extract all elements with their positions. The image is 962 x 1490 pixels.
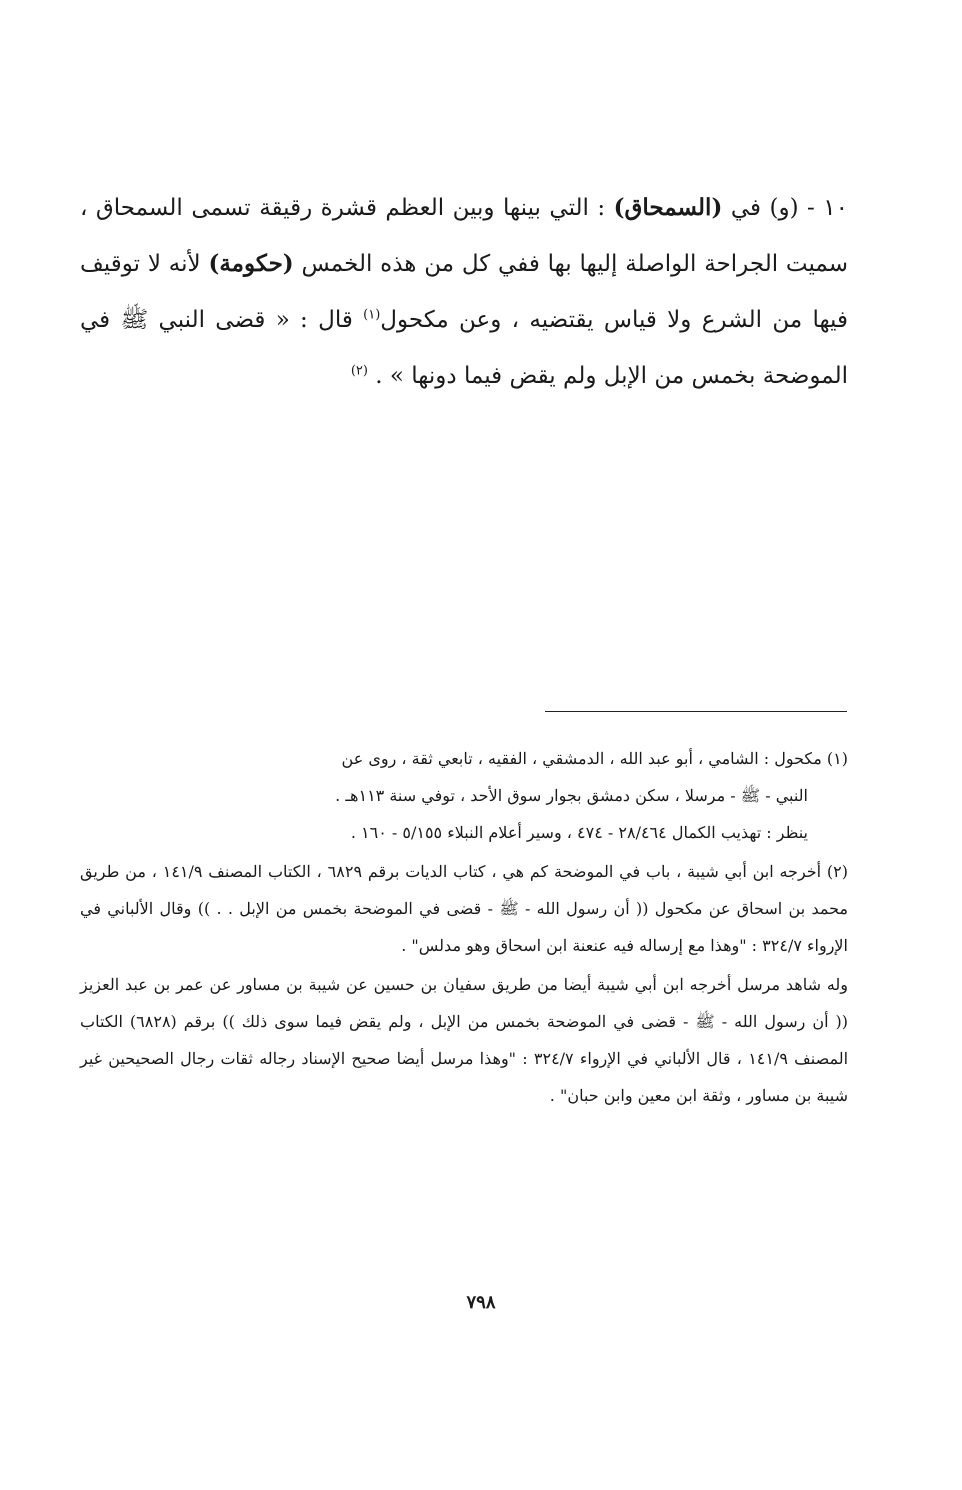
footnote-1-reference: ينظر : تهذيب الكمال ٢٨/٤٦٤ - ٤٧٤ ، وسير أعلام النبلاء ٥/١٥٥ - ١٦٠ . xyxy=(350,823,808,842)
footnote-1-line: (١) مكحول : الشامي ، أبو عبد الله ، الدمشقي ، الفقيه ، تابعي ثقة ، روى عن xyxy=(341,749,848,768)
footnote-2: (٢) أخرجه ابن أبي شيبة ، باب في الموضحة كم هي ، كتاب الديات برقم ٦٨٢٩ ، الكتاب المصنف ١٤١/٩ ، من طريق محمد بن اسحاق عن مكحول (( أن رسول الله - ﷺ - قضى في الموضحة بخمس من الإبل . . )) وقال الألباني في الإرواء ٣٢٤/٧ : "وهذا مع إرساله فيه عنعنة ابن اسحاق وهو مدلس" . xyxy=(80,862,849,955)
footnote-marker-1[interactable]: (١) xyxy=(363,307,381,323)
main-text-block xyxy=(80,180,848,404)
footnotes-block xyxy=(80,740,848,1114)
footnote-separator xyxy=(545,711,847,712)
reason-text: لأنه لا توقيف فيها من الشرع ولا قياس يقتضيه ، وعن مكحول xyxy=(80,251,848,333)
main-paragraph xyxy=(80,180,848,404)
definition-text: : التي بينها وبين العظم قشرة رقيقة تسمى السمحاق ، سميت الجراحة الواصلة إليها بها ففي كل من هذه الخمس xyxy=(80,195,849,277)
footnote-2-witness: وله شاهد مرسل أخرجه ابن أبي شيبة أيضا من طريق سفيان بن حسين عن شيبة بن مساور عن عمر بن عبد العزيز (( أن رسول الله - ﷺ - قضى في الموضحة بخمس من الإبل ، ولم يقض فيما سوى ذلك )) برقم (٦٨٢٨) الكتاب المصنف ١٤١/٩ ، قال الألباني في الإرواء ٣٢٤/٧ : "وهذا مرسل أيضا صحيح الإسناد رجاله ثقات رجال الصحيحين غير شيبة بن مساور ، وثقة ابن معين وابن حبان" . xyxy=(80,975,849,1105)
term-hukuma: (حكومة) xyxy=(208,250,294,277)
page-number: ٧٩٨ xyxy=(466,1292,496,1313)
footnote-marker-2[interactable]: (٢) xyxy=(350,363,368,379)
paragraph-number: ١٠ - (و) في xyxy=(722,195,849,221)
footnote-1-line: النبي - ﷺ - مرسلا ، سكن دمشق بجوار سوق الأحد ، توفي سنة ١١٣هـ . xyxy=(335,786,808,805)
term-samhaq: (السمحاق) xyxy=(613,194,723,221)
hadith-quote: قال : « قضى النبي ﷺ في الموضحة بخمس من الإبل ولم يقض فيما دونها » . xyxy=(80,307,848,389)
